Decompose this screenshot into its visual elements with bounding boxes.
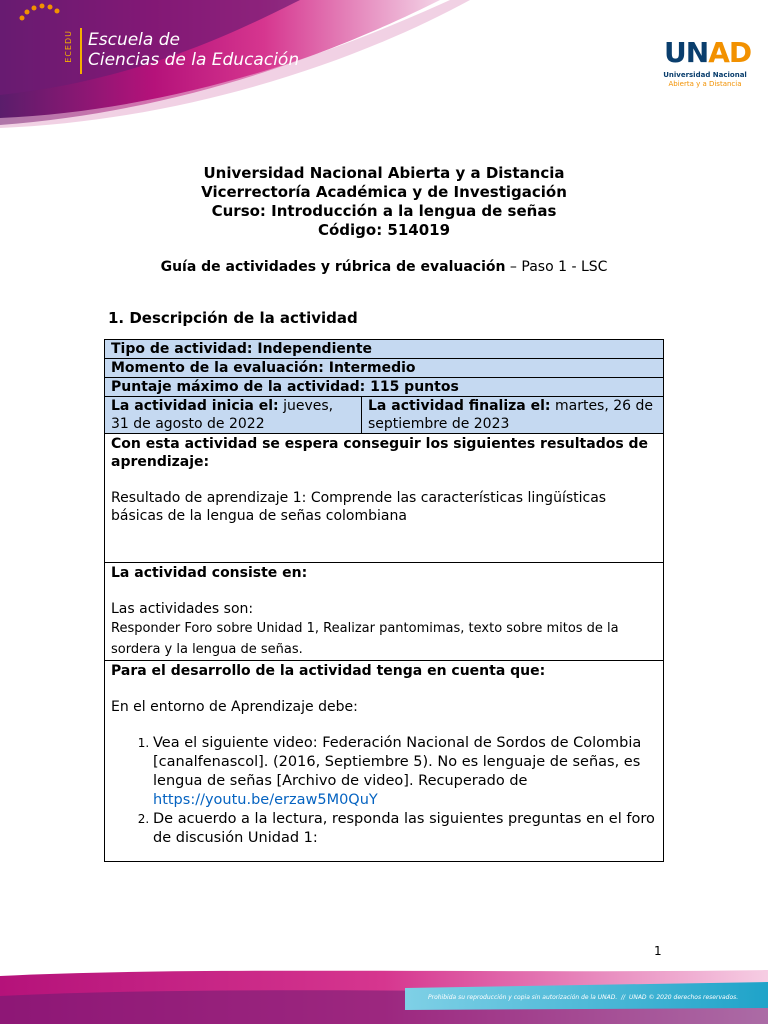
activities-intro: Las actividades son: [111, 601, 254, 617]
step-2-text: De acuerdo a la lectura, responda las siguientes preguntas en el foro de discusión Unidad 1: [153, 811, 655, 846]
development-title: Para el desarrollo de la actividad tenga en cuenta que: [111, 663, 546, 679]
step-1-text: Vea el siguiente video: Federación Nacional de Sordos de Colombia [canalfenascol]. (2016, Septiembre 5). No es lenguaje de señas, es lengua de señas [Archivo de video]. Recuperado de [153, 735, 642, 789]
guide-title-bold: Guía de actividades y rúbrica de evaluación [160, 259, 506, 275]
activity-table [104, 339, 664, 862]
activity-consists-title: La actividad consiste en: [111, 565, 308, 581]
steps-list [111, 734, 657, 848]
learning-environment-intro: En el entorno de Aprendizaje debe: [111, 699, 358, 715]
guide-title [104, 259, 664, 275]
section-title: 1. Descripción de la actividad [108, 309, 358, 327]
school-name-line1: Escuela de [88, 30, 180, 50]
heading-course: Curso: Introducción a la lengua de señas [211, 202, 557, 220]
unad-logo-text: UNAD [664, 36, 752, 69]
start-date-label: La actividad inicia el: [111, 398, 279, 414]
start-date-value: jueves, 31 de agosto de 2022 [111, 398, 334, 432]
activities-detail: Responder Foro sobre Unidad 1, Realizar pantomimas, texto sobre mitos de la sordera y la lengua de señas. [111, 621, 619, 657]
step-1 [153, 734, 657, 810]
learning-outcomes-title: Con esta actividad se espera conseguir los siguientes resultados de aprendizaje: [111, 436, 649, 470]
heading-vicerrectoria: Vicerrectoría Académica y de Investigación [201, 183, 567, 201]
max-score: Puntaje máximo de la actividad: 115 puntos [105, 378, 664, 397]
document-heading [104, 164, 664, 240]
unad-logo-subtitle-2: Abierta y a Distancia [668, 80, 742, 88]
footer-banner [0, 966, 768, 1024]
learning-outcome-1: Resultado de aprendizaje 1: Comprende las características lingüísticas básicas de la lengua de señas colombiana [111, 490, 607, 524]
unad-logo-subtitle-1: Universidad Nacional [663, 71, 747, 79]
activity-type: Tipo de actividad: Independiente [105, 340, 664, 359]
page-number: 1 [654, 944, 662, 958]
ecedu-label: ECEDU [64, 30, 73, 63]
heading-university: Universidad Nacional Abierta y a Distancia [203, 164, 565, 182]
activity-consists-cell [105, 563, 664, 661]
end-date-value: martes, 26 de septiembre de 2023 [368, 398, 654, 432]
evaluation-moment: Momento de la evaluación: Intermedio [105, 359, 664, 378]
header-banner [0, 0, 768, 130]
footer-copyright-note: Prohibida su reproducción y copia sin autorización de la UNAD. // UNAD © 2020 derechos reservados. [428, 994, 739, 1001]
learning-outcomes-cell [105, 434, 664, 563]
video-link[interactable]: https://youtu.be/erzaw5M0QuY [153, 792, 378, 808]
guide-title-step: – Paso 1 - LSC [505, 259, 608, 275]
step-2 [153, 810, 657, 848]
heading-code: Código: 514019 [317, 221, 451, 239]
start-date-cell [105, 397, 362, 434]
end-date-cell [362, 397, 664, 434]
unad-logo-dots-icon [0, 0, 110, 80]
development-cell [105, 661, 664, 862]
end-date-label: La actividad finaliza el: [368, 398, 551, 414]
school-name-line2: Ciencias de la Educación [88, 50, 300, 70]
